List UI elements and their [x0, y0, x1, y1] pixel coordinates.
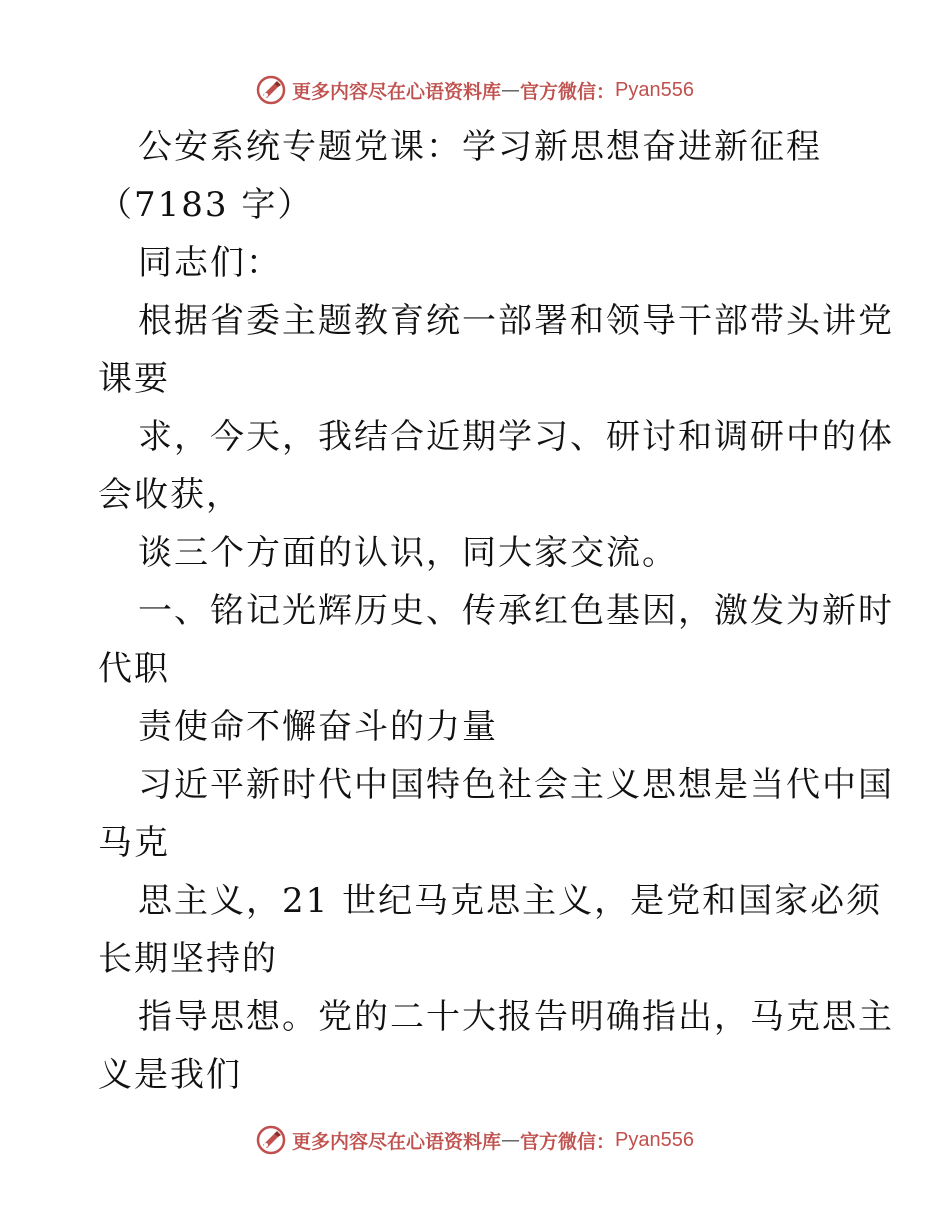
- document-line: 马克: [98, 823, 170, 863]
- header-banner-text: 更多内容尽在心语资料库: [292, 80, 502, 103]
- document-line: 根据省委主题教育统一部署和领导干部带头讲党: [138, 301, 894, 341]
- document-line: 课要: [98, 359, 170, 399]
- document-line: 谈三个方面的认识，同大家交流。: [138, 533, 678, 573]
- footer-banner-separator: —: [501, 1129, 521, 1151]
- document-line: 求，今天，我结合近期学习、研讨和调研中的体: [138, 417, 894, 457]
- header-banner-contact: 官方微信：: [520, 80, 616, 103]
- footer-banner-wechat-id: Pyan556: [615, 1128, 694, 1151]
- document-line: 代职: [98, 649, 170, 689]
- document-line: （7183 字）: [98, 185, 314, 225]
- footer-banner: [0, 1120, 950, 1160]
- pen-nib-logo-icon: [256, 75, 286, 105]
- document-line: 会收获，: [98, 475, 242, 515]
- document-line: 一、铭记光辉历史、传承红色基因，激发为新时: [138, 591, 894, 631]
- document-line: 同志们：: [138, 243, 282, 283]
- header-banner-wechat-id: Pyan556: [615, 78, 694, 101]
- document-line: 公安系统专题党课：学习新思想奋进新征程: [138, 127, 822, 167]
- header-banner-separator: —: [501, 79, 521, 101]
- document-line: 习近平新时代中国特色社会主义思想是当代中国: [138, 765, 894, 805]
- pen-nib-logo-icon: [256, 1125, 286, 1155]
- document-line: 指导思想。党的二十大报告明确指出，马克思主: [138, 997, 894, 1037]
- document-line: 思主义，21 世纪马克思主义，是党和国家必须: [138, 881, 883, 921]
- header-banner: [0, 70, 950, 110]
- document-line: 义是我们: [98, 1055, 242, 1095]
- footer-banner-text: 更多内容尽在心语资料库: [292, 1130, 502, 1153]
- document-line: 长期坚持的: [98, 939, 278, 979]
- footer-banner-contact: 官方微信：: [520, 1130, 616, 1153]
- document-line: 责使命不懈奋斗的力量: [138, 707, 498, 747]
- document-body: [98, 118, 894, 1104]
